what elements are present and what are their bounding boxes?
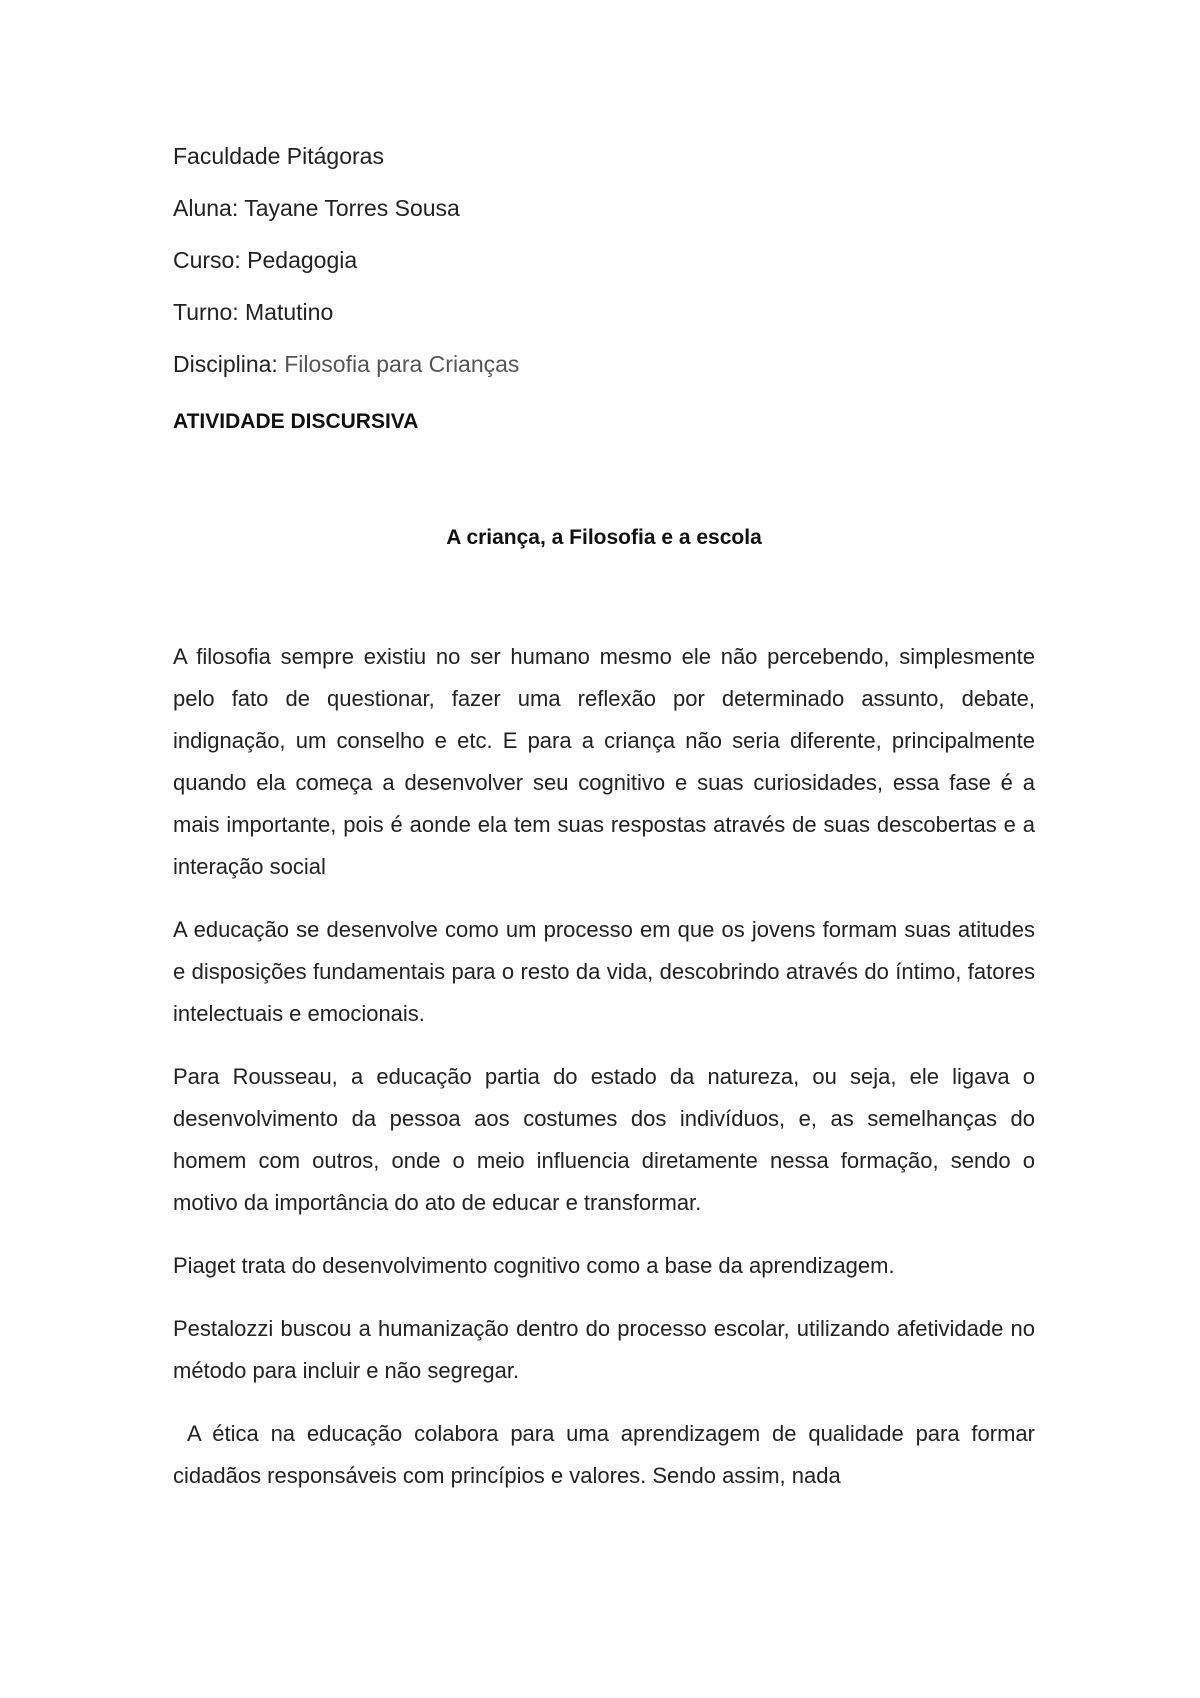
document-title: A criança, a Filosofia e a escola [446, 526, 762, 549]
student-label: Aluna: [173, 195, 239, 221]
paragraph-rousseau: Para Rousseau, a educação partia do estado da natureza, ou seja, ele ligava o desenvolvimento da pessoa aos costumes dos indivíduos, e, as semelhanças do homem com outros, onde o meio influencia diretamente nessa formação, sendo o motivo da importância do ato de educar e transformar. [173, 1064, 1035, 1215]
paragraph-ethics: A ética na educação colabora para uma aprendizagem de qualidade para formar cidadãos responsáveis com princípios e valores. Sendo assim, nada [173, 1421, 1035, 1488]
institution-name: Faculdade Pitágoras [173, 143, 384, 169]
shift-line [173, 296, 1035, 328]
shift-label: Turno: [173, 299, 239, 325]
document-content [173, 140, 1035, 1518]
paragraph-education-process: A educação se desenvolve como um processo em que os jovens formam suas atitudes e disposições fundamentais para o resto da vida, descobrindo através do íntimo, fatores intelectuais e emocionais. [173, 917, 1035, 1026]
student-line [173, 192, 1035, 224]
shift-name: Matutino [245, 299, 334, 325]
paragraph-pestalozzi: Pestalozzi buscou a humanização dentro do processo escolar, utilizando afetividade no método para incluir e não segregar. [173, 1316, 1035, 1383]
paragraph-philosophy-intro: A filosofia sempre existiu no ser humano mesmo ele não percebendo, simplesmente pelo fato de questionar, fazer uma reflexão por determinado assunto, debate, indignação, um conselho e etc. E para a criança não seria diferente, principalmente quando ela começa a desenvolver seu cognitivo e suas curiosidades, essa fase é a mais importante, pois é aonde ela tem suas respostas através de suas descobertas e a interação social [173, 644, 1035, 879]
institution-line [173, 140, 1035, 172]
course-line [173, 244, 1035, 276]
course-name: Pedagogia [247, 247, 358, 273]
section-title: ATIVIDADE DISCURSIVA [173, 410, 419, 433]
discipline-label: Disciplina: [173, 351, 278, 377]
student-name: Tayane Torres Sousa [244, 195, 460, 221]
document-body [173, 636, 1035, 1497]
discipline-name: Filosofia para Crianças [284, 351, 520, 377]
course-label: Curso: [173, 247, 241, 273]
discipline-line [173, 348, 1035, 380]
paragraph-piaget: Piaget trata do desenvolvimento cognitivo como a base da aprendizagem. [173, 1253, 895, 1278]
